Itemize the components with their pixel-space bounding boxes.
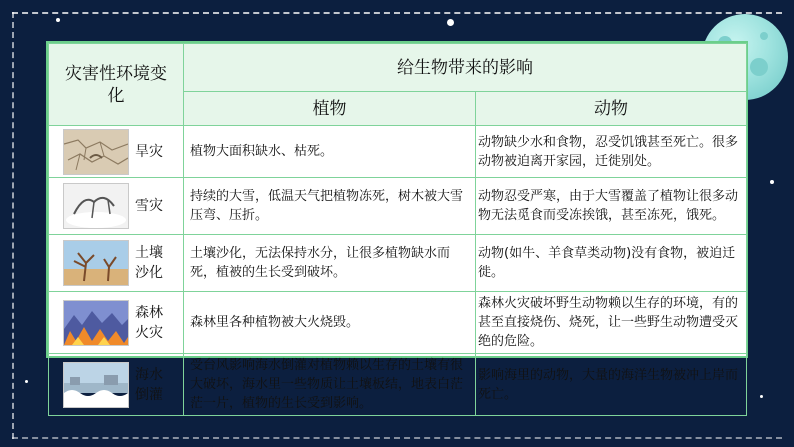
disaster-label: 海水倒灌 [135,366,163,403]
snow-disaster-image [63,183,129,229]
animals-effect: 动物缺少水和食物，忍受饥饿甚至死亡。很多动物被迫离开家园，迁徙别处。 [476,126,747,178]
table-row [49,235,747,292]
plants-effect: 持续的大雪，低温天气把植物冻死，树木被大雪压弯、压折。 [184,178,476,235]
star [25,380,28,383]
header-effect: 给生物带来的影响 [184,44,747,92]
plants-effect: 土壤沙化，无法保持水分，让很多植物缺水而死，植被的生长受到破坏。 [184,235,476,292]
header-disaster: 灾害性环境变化 [49,44,184,126]
star [447,19,454,26]
table-row [49,292,747,354]
animals-effect: 动物(如牛、羊食草类动物)没有食物，被迫迁徙。 [476,235,747,292]
disaster-label: 土壤沙化 [135,245,163,281]
star [770,180,774,184]
plants-effect: 受台风影响海水倒灌对植物赖以生存的土壤有很大破坏，海水里一些物质让土壤板结，地表白茫茫一片，植物的生长受到影响。 [184,354,476,416]
plants-effect: 森林里各种植物被大火烧毁。 [184,292,476,354]
dashed-frame-bottom [12,437,782,439]
desertification-image [63,240,129,286]
plants-effect: 植物大面积缺水、枯死。 [184,126,476,178]
table-row [49,178,747,235]
drought-image [63,129,129,175]
star [56,18,60,22]
disaster-label: 旱灾 [135,143,163,160]
animals-effect: 影响海里的动物，大量的海洋生物被冲上岸而死亡。 [476,354,747,416]
impact-table [46,41,748,411]
header-plants: 植物 [184,92,476,126]
disaster-label: 森林火灾 [135,304,163,341]
seawater-intrusion-image [63,362,129,408]
header-animals: 动物 [476,92,747,126]
animals-effect: 动物忍受严寒，由于大雪覆盖了植物让很多动物无法觅食而受冻挨饿，甚至冻死，饿死。 [476,178,747,235]
dashed-frame-left [12,12,14,439]
table-row [49,126,747,178]
star [760,395,763,398]
dashed-frame-top [12,12,782,14]
animals-effect: 森林火灾破坏野生动物赖以生存的环境，有的甚至直接烧伤、烧死，让一些野生动物遭受灭绝的危险。 [476,292,747,354]
table-row [49,354,747,416]
disaster-label: 雪灾 [135,198,163,214]
forest-fire-image [63,300,129,346]
